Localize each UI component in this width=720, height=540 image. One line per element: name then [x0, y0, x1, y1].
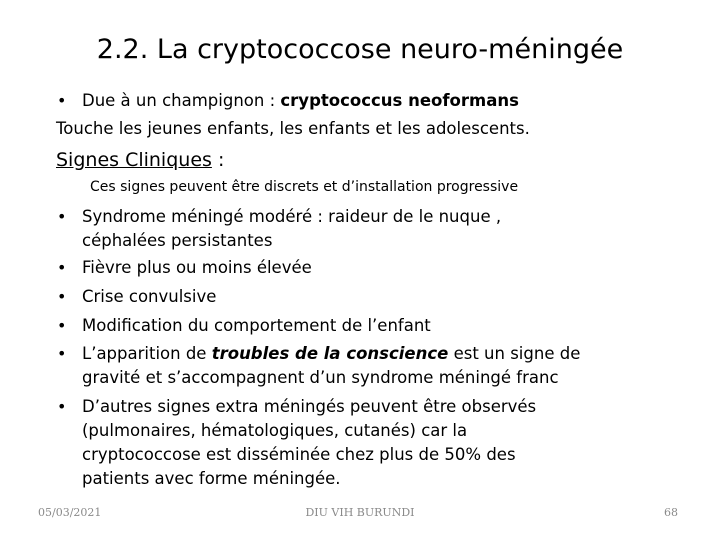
bullet-marker: •	[57, 258, 67, 277]
emphasis-text: troubles de la conscience	[211, 344, 449, 363]
section-subtitle: Ces signes peuvent être discrets et d’installation progressive	[90, 179, 519, 195]
list-item-continuation: céphalées persistantes	[82, 231, 273, 250]
footer-center-text: DIU VIH BURUNDI	[305, 506, 415, 519]
section-heading-text: Signes Cliniques	[56, 149, 212, 171]
list-item-text: L’apparition de	[82, 344, 212, 363]
list-item: Fièvre plus ou moins élevée	[82, 258, 312, 277]
bullet-marker: •	[57, 397, 67, 416]
list-item-continuation: (pulmonaires, hématologiques, cutanés) car la	[82, 421, 468, 440]
list-item-continuation: patients avec forme méningée.	[82, 469, 341, 488]
section-heading-colon: :	[211, 149, 225, 171]
intro-line-2: Touche les jeunes enfants, les enfants et les adolescents.	[56, 119, 530, 138]
bullet-marker: •	[57, 316, 67, 335]
intro-line-1	[82, 90, 519, 112]
bullet-marker: •	[57, 344, 67, 363]
intro-bold-text: cryptococcus neoformans	[280, 91, 519, 110]
footer-date: 05/03/2021	[38, 506, 102, 519]
section-heading	[56, 147, 224, 173]
intro-text: Due à un champignon :	[82, 91, 281, 110]
slide-title: 2.2. La cryptococcose neuro-méningée	[96, 34, 624, 65]
list-item: Syndrome méningé modéré : raideur de le nuque ,	[82, 207, 502, 226]
page-number: 68	[664, 506, 678, 519]
list-item-continuation: cryptococcose est disséminée chez plus de 50% des	[82, 445, 516, 464]
list-item-continuation: gravité et s’accompagnent d’un syndrome méningé franc	[82, 368, 559, 387]
list-item	[82, 342, 580, 366]
bullet-marker: •	[57, 207, 67, 226]
bullet-marker: •	[57, 287, 67, 306]
list-item: Modification du comportement de l’enfant	[82, 316, 431, 335]
list-item: D’autres signes extra méningés peuvent être observés	[82, 397, 537, 416]
bullet-marker: •	[57, 91, 67, 110]
list-item: Crise convulsive	[82, 287, 217, 306]
list-item-text: est un signe de	[448, 344, 581, 363]
